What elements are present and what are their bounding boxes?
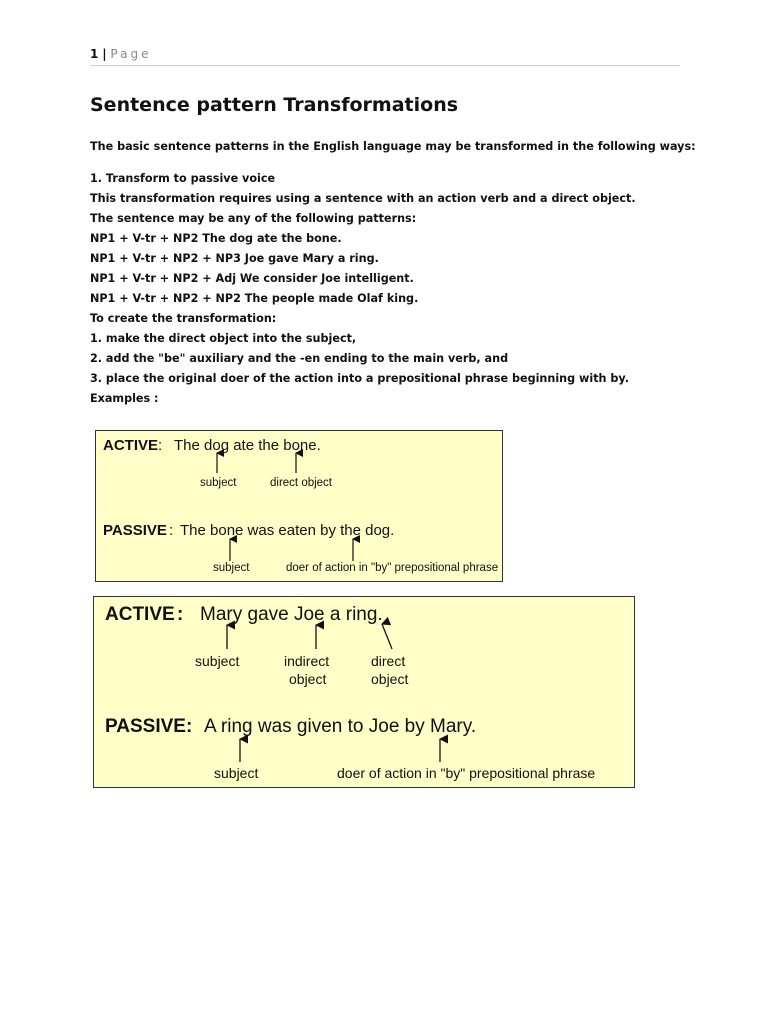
subject-label: subject	[200, 477, 237, 489]
example-box-2: ACTIVE : Mary gave Joe a ring. subject indirect object direct object PASSIVE : A ring was given to Joe by Mary. subject doer of action in "by" prepositional phrase	[93, 596, 635, 788]
direct-object-label: direct object	[270, 477, 333, 489]
direct-object-label: object	[371, 671, 409, 687]
section-line: To create the transformation:	[90, 312, 277, 325]
active-label: ACTIVE	[105, 604, 175, 625]
doer-label: doer of action in "by" prepositional phrase	[286, 562, 499, 574]
passive-subject-label: subject	[214, 765, 259, 781]
section-heading: 1. Transform to passive voice	[90, 172, 276, 185]
examples-label: Examples :	[90, 392, 159, 405]
pattern-line: NP1 + V-tr + NP2 + Adj We consider Joe intelligent.	[90, 272, 414, 285]
passive-sentence: A ring was given to Joe by Mary.	[204, 716, 477, 737]
passive-sentence: The bone was eaten by the dog.	[180, 522, 395, 539]
passive-label: PASSIVE	[105, 716, 186, 737]
page-number: 1	[90, 47, 99, 61]
page-word: Page	[110, 47, 152, 61]
direct-object-label: direct	[371, 653, 406, 669]
passive-label: PASSIVE	[103, 522, 167, 539]
header-separator: |	[102, 47, 107, 61]
document-title: Sentence pattern Transformations	[90, 94, 459, 116]
subject-label: subject	[195, 653, 240, 669]
active-sentence: Mary gave Joe a ring.	[200, 604, 383, 625]
arrow-up-icon	[382, 624, 392, 649]
indirect-object-label: indirect	[284, 653, 330, 669]
example-box-1: ACTIVE : The dog ate the bone. subject direct object PASSIVE : The bone was eaten by the dog. subject doer of action in "by" prepositional phrase	[95, 430, 503, 582]
step-line: 3. place the original doer of the action into a prepositional phrase beginning with by.	[90, 372, 629, 385]
indirect-object-label: object	[289, 671, 327, 687]
section-line: This transformation requires using a sentence with an action verb and a direct object.	[90, 192, 636, 205]
doer-label: doer of action in "by" prepositional phrase	[337, 765, 596, 781]
section-line: The sentence may be any of the following patterns:	[90, 212, 417, 225]
step-line: 1. make the direct object into the subject,	[90, 332, 357, 345]
passive-subject-label: subject	[213, 562, 250, 574]
pattern-line: NP1 + V-tr + NP2 + NP2 The people made Olaf king.	[90, 292, 419, 305]
page-header	[90, 47, 680, 66]
pattern-line: NP1 + V-tr + NP2 + NP3 Joe gave Mary a ring.	[90, 252, 379, 265]
active-sentence: The dog ate the bone.	[174, 437, 321, 454]
intro-paragraph: The basic sentence patterns in the English language may be transformed in the following ways:	[90, 140, 696, 153]
pattern-line: NP1 + V-tr + NP2 The dog ate the bone.	[90, 232, 342, 245]
active-label: ACTIVE	[103, 437, 159, 454]
step-line: 2. add the "be" auxiliary and the -en ending to the main verb, and	[90, 352, 509, 365]
